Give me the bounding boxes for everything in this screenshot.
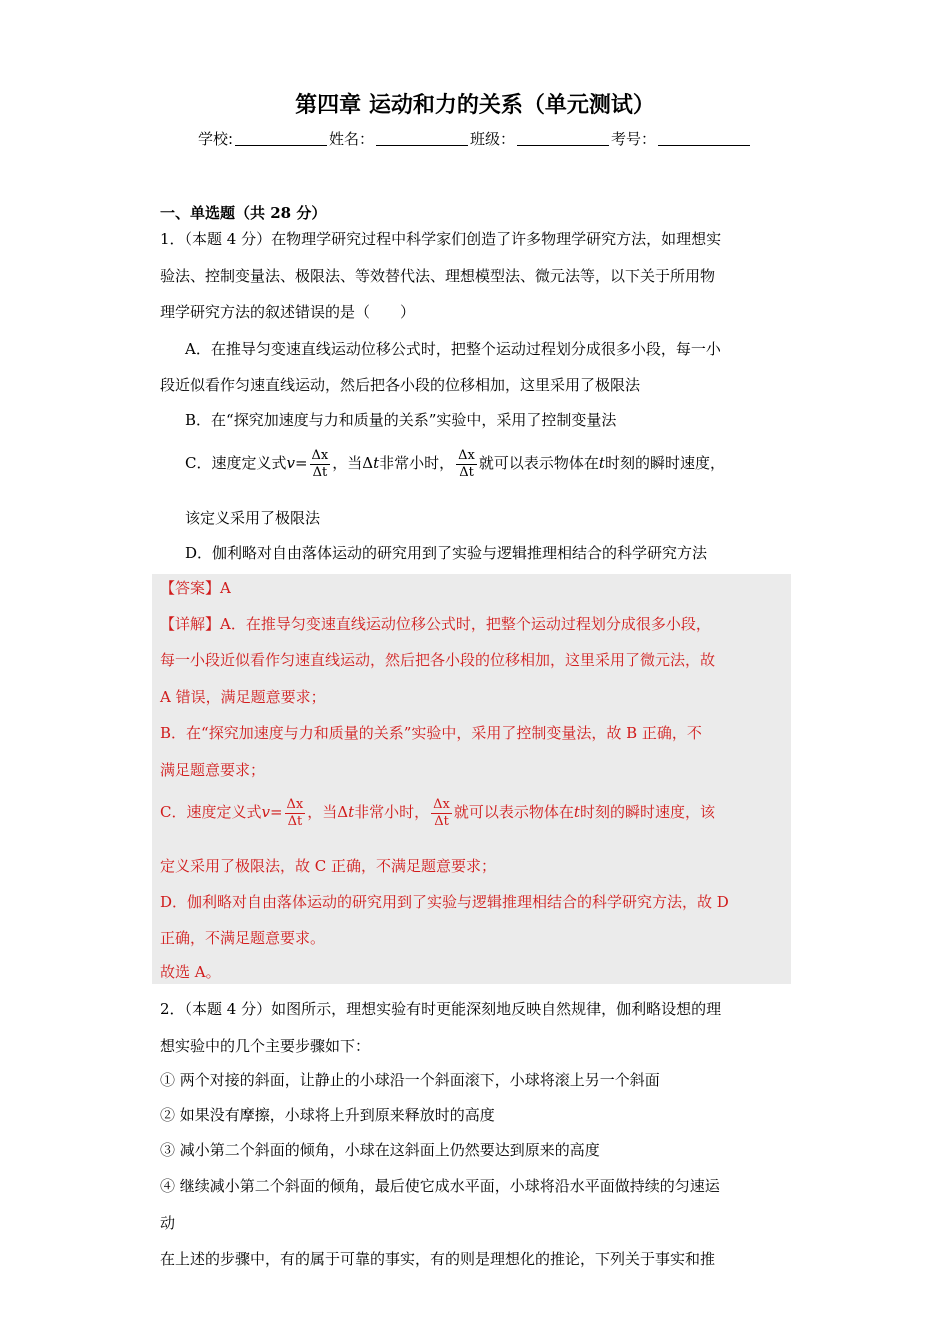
q1-detail-c-line-1: C．速度定义式v= $\frac{\Delta x}{\Delta t}$ ，当Δt非常小时， $\frac{\Delta x}{\Delta t}$ 就可以表示物体在t时刻的瞬时速度，该 xyxy=(160,796,715,829)
q1-detail-a-line-2: 每一小段近似看作匀速直线运动，然后把各小段的位移相加，这里采用了微元法，故 xyxy=(160,651,716,669)
q1-detail-b-line-1: B．在“探究加速度与力和质量的关系”实验中，采用了控制变量法，故 B 正确，不 xyxy=(160,724,702,742)
page-title: 第四章 运动和力的关系（单元测试） xyxy=(295,93,655,118)
q2-step-1: ① 两个对接的斜面，让静止的小球沿一个斜面滚下，小球将滚上另一个斜面 xyxy=(160,1071,660,1089)
q1-option-a-line-2: 段近似看作匀速直线运动，然后把各小段的位移相加，这里采用了极限法 xyxy=(160,376,641,394)
exam-no-blank[interactable] xyxy=(658,131,750,146)
fraction-dx-dt: $\frac{\Delta x}{\Delta t}$ xyxy=(433,796,450,829)
q1-detail-d-line-2: 正确，不满足题意要求。 xyxy=(160,929,326,947)
q1-option-c-line-1: C．速度定义式v= $\frac{\Delta x}{\Delta t}$ ，当Δt非常小时， $\frac{\Delta x}{\Delta t}$ 就可以表示物体在t时刻的瞬时速度， xyxy=(185,447,725,480)
section-heading: 一、单选题（共 28 分） xyxy=(160,204,327,222)
q1-detail-d-line-1: D．伽利略对自由落体运动的研究用到了实验与逻辑推理相结合的科学研究方法，故 D xyxy=(160,893,729,911)
q1-stem-line-3: 理学研究方法的叙述错误的是（ ） xyxy=(160,303,416,321)
name-label: 姓名： xyxy=(329,130,375,148)
class-blank[interactable] xyxy=(517,131,609,146)
q1-option-b: B．在“探究加速度与力和质量的关系”实验中，采用了控制变量法 xyxy=(185,411,617,429)
q1-option-a-line-1: A．在推导匀变速直线运动位移公式时，把整个运动过程划分成很多小段，每一小 xyxy=(185,340,721,358)
q2-step-4-line-2: 动 xyxy=(160,1214,176,1232)
q1-option-c-line-2: 该定义采用了极限法 xyxy=(185,509,321,527)
v-symbol: v xyxy=(286,454,295,472)
q2-step-4-line-1: ④ 继续减小第二个斜面的倾角，最后使它成水平面，小球将沿水平面做持续的匀速运 xyxy=(160,1177,720,1195)
fraction-dx-dt: $\frac{\Delta x}{\Delta t}$ xyxy=(286,796,304,829)
q2-step-3: ③ 减小第二个斜面的倾角，小球在这斜面上仍然要达到原来的高度 xyxy=(160,1141,600,1159)
q1-detail-c-line-2: 定义采用了极限法，故 C 正确，不满足题意要求； xyxy=(160,857,497,875)
fraction-dx-dt: $\frac{\Delta x}{\Delta t}$ xyxy=(311,447,329,480)
name-blank[interactable] xyxy=(376,131,468,146)
student-info-row xyxy=(0,128,950,149)
q1-final-choice: 故选 A。 xyxy=(160,963,221,981)
q2-step-2: ② 如果没有摩擦，小球将上升到原来释放时的高度 xyxy=(160,1106,495,1124)
q1-stem-line-1: 1．（本题 4 分）在物理学研究过程中科学家们创造了许多物理学研究方法，如理想实 xyxy=(160,230,722,248)
school-blank[interactable] xyxy=(235,131,327,146)
q1-detail-a-line-3: A 错误，满足题意要求； xyxy=(160,688,326,706)
exam-no-label: 考号： xyxy=(611,130,657,148)
q1-stem-line-2: 验法、控制变量法、极限法、等效替代法、理想模型法、微元法等，以下关于所用物 xyxy=(160,267,716,285)
school-label: 学校: xyxy=(197,130,233,148)
q1-option-d: D．伽利略对自由落体运动的研究用到了实验与逻辑推理相结合的科学研究方法 xyxy=(185,544,708,562)
q1-detail-b-line-2: 满足题意要求； xyxy=(160,761,266,779)
q1-detail-a-line-1: 【详解】A．在推导匀变速直线运动位移公式时，把整个运动过程划分成很多小段， xyxy=(160,615,711,633)
q2-stem-line-1: 2．（本题 4 分）如图所示，理想实验有时更能深刻地反映自然规律，伽利略设想的理 xyxy=(160,1000,722,1018)
q2-tail: 在上述的步骤中，有的属于可靠的事实，有的则是理想化的推论，下列关于事实和推 xyxy=(160,1250,716,1268)
q2-stem-line-2: 想实验中的几个主要步骤如下： xyxy=(160,1037,371,1055)
class-label: 班级： xyxy=(470,130,516,148)
fraction-dx-dt: $\frac{\Delta x}{\Delta t}$ xyxy=(458,447,475,480)
q1-answer: 【答案】A xyxy=(160,579,231,597)
